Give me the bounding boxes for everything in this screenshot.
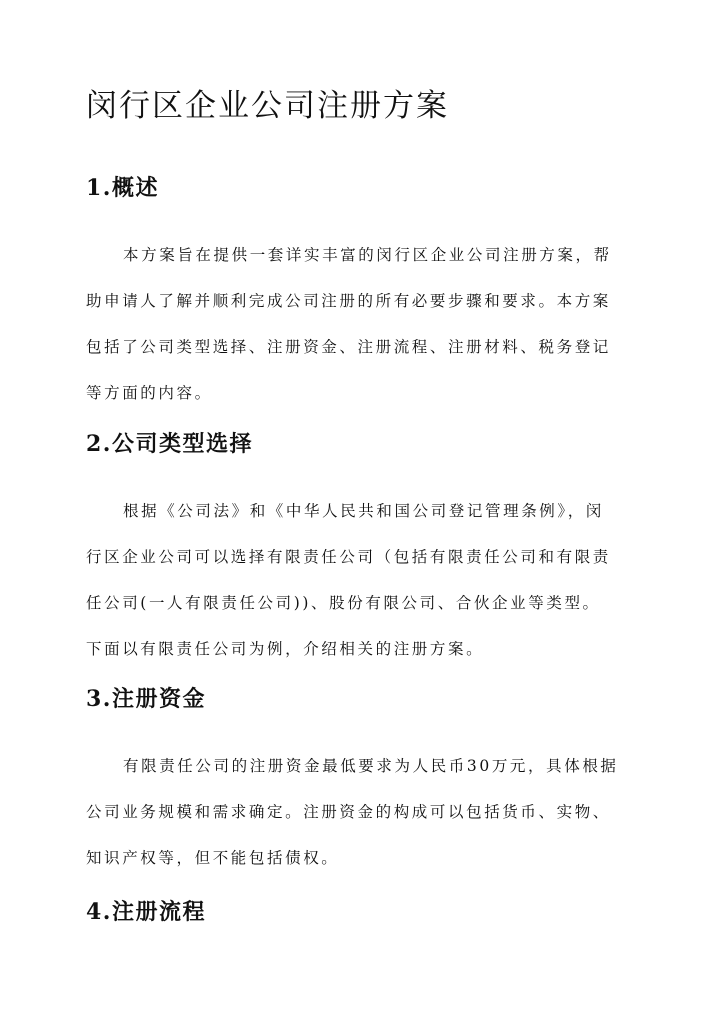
paragraph-line: 任公司(一人有限责任公司))、股份有限公司、合伙企业等类型。	[86, 594, 601, 612]
paragraph-line: 知识产权等，但不能包括债权。	[86, 849, 340, 867]
document-title: 闵行区企业公司注册方案	[86, 88, 449, 124]
section-heading-registered-capital: 3.注册资金	[86, 686, 206, 712]
section-heading-registration-process: 4.注册流程	[86, 899, 206, 925]
section-paragraph-company-type	[86, 488, 631, 672]
paragraph-line: 公司业务规模和需求确定。注册资金的构成可以包括货币、实物、	[86, 803, 611, 821]
paragraph-line: 等方面的内容。	[86, 384, 213, 402]
paragraph-line: 包括了公司类型选择、注册资金、注册流程、注册材料、税务登记	[86, 338, 611, 356]
paragraph-line: 本方案旨在提供一套详实丰富的闵行区企业公司注册方案，帮	[123, 246, 612, 264]
section-heading-overview: 1.概述	[86, 175, 159, 201]
paragraph-line: 助申请人了解并顺利完成公司注册的所有必要步骤和要求。本方案	[86, 292, 611, 310]
section-paragraph-overview	[86, 232, 631, 416]
paragraph-line: 下面以有限责任公司为例，介绍相关的注册方案。	[86, 640, 485, 658]
section-paragraph-registered-capital	[86, 743, 631, 881]
section-heading-company-type: 2.公司类型选择	[86, 431, 253, 457]
paragraph-line: 行区企业公司可以选择有限责任公司（包括有限责任公司和有限责	[86, 548, 611, 566]
paragraph-line: 有限责任公司的注册资金最低要求为人民币30万元，具体根据	[123, 757, 619, 775]
paragraph-line: 根据《公司法》和《中华人民共和国公司登记管理条例》，闵	[123, 502, 604, 520]
